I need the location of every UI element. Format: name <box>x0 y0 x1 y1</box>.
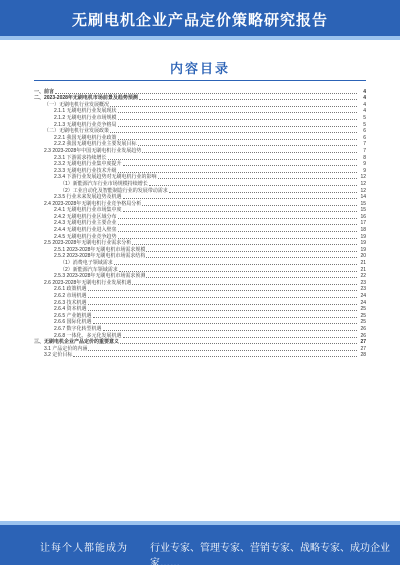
toc-leader-dots <box>93 323 357 324</box>
toc-entry[interactable] <box>34 101 366 108</box>
footer-tagline: 行业专家、管理专家、营销专家、战略专家、成功企业家…… <box>150 543 390 569</box>
toc-entry-label: 2.1.3 无刷电机行业竞争格局 <box>54 121 117 128</box>
toc-entry-label: 2.3.5 行业未来发展趋势及机遇 <box>54 194 122 201</box>
toc-leader-dots <box>146 277 357 278</box>
toc-entry[interactable] <box>34 88 366 95</box>
toc-leader-dots <box>108 159 357 160</box>
toc-entry-page: 9 <box>363 167 366 174</box>
toc-entry[interactable] <box>34 339 366 346</box>
toc-entry[interactable] <box>34 128 366 135</box>
toc-entry[interactable] <box>34 95 366 102</box>
toc-entry[interactable] <box>34 200 366 207</box>
toc-entry-label: 2.5.2 2023-2028年无刷电机市场需求结构 <box>54 253 146 260</box>
toc-leader-dots <box>110 106 357 107</box>
toc-leader-dots <box>139 99 357 100</box>
toc-entry[interactable] <box>34 253 366 260</box>
toc-leader-dots <box>73 356 357 357</box>
toc-divider <box>34 80 366 81</box>
toc-entry[interactable] <box>34 312 366 319</box>
toc-entry-label: （2）新能源汽车领域需求 <box>60 266 118 273</box>
toc-entry[interactable] <box>34 220 366 227</box>
toc-entry-page: 8 <box>363 154 366 161</box>
toc-entry-page: 12 <box>360 187 366 194</box>
toc-title: 内容目录 <box>169 61 230 76</box>
toc-entry-label: （二）无刷电机行业发展政策 <box>44 128 110 135</box>
toc-entry[interactable] <box>34 180 366 187</box>
footer-slogan: 让每个人都能成为 <box>40 543 128 554</box>
toc-leader-dots <box>88 350 357 351</box>
toc-entry-page: 12 <box>360 174 366 181</box>
report-title: 无刷电机企业产品定价策略研究报告 <box>71 12 328 29</box>
toc-leader-dots <box>146 251 357 252</box>
toc-leader-dots <box>118 126 357 127</box>
toc-entry-page: 4 <box>363 108 366 115</box>
toc-entry-label: 2.1.2 无刷电机行业市场规模 <box>54 114 117 121</box>
toc-entry-page: 18 <box>360 227 366 234</box>
toc-entry-label: 2.6.8 一体化、多元化发展机遇 <box>54 332 122 339</box>
toc-leader-dots <box>118 224 357 225</box>
toc-entry-page: 25 <box>360 312 366 319</box>
toc-leader-dots <box>123 198 357 199</box>
toc-entry-page: 6 <box>363 128 366 135</box>
toc-entry-page: 24 <box>360 299 366 306</box>
toc-leader-dots <box>55 93 357 94</box>
toc-entry-page: 4 <box>363 88 366 95</box>
toc-entry[interactable] <box>34 154 366 161</box>
toc-entry-label: 2.2.2 我国无刷电机行业主要发展目标 <box>54 141 137 148</box>
toc-entry[interactable] <box>34 194 366 201</box>
toc-entry-page: 25 <box>360 319 366 326</box>
toc-entry[interactable] <box>34 292 366 299</box>
toc-entry-label: 三、无刷电机企业产品定价的重要意义 <box>34 339 120 346</box>
toc-entry-label: （2）工业自动化及智能制造行业的发展带动需求 <box>60 187 168 194</box>
toc-entry-label: 一、前言 <box>34 88 55 95</box>
toc-entry-label: 2.4.5 无刷电机行业竞争趋势 <box>54 233 117 240</box>
toc-entry-label: 2.4.3 无刷电机行业主要企业 <box>54 220 117 227</box>
toc-leader-dots <box>142 152 357 153</box>
toc-entry[interactable] <box>34 141 366 148</box>
toc-entry[interactable] <box>34 306 366 313</box>
toc-entry-page: 19 <box>360 233 366 240</box>
toc-entry[interactable] <box>34 319 366 326</box>
toc-leader-dots <box>88 290 357 291</box>
toc-entry-label: （1）新能源汽车行业市场规模持续增长 <box>60 180 148 187</box>
toc-entry-label: 2.2.1 我国无刷电机行业政策 <box>54 134 117 141</box>
toc-entry-label: 2.3.2 无刷电机行业集中度提升 <box>54 161 122 168</box>
toc-entry[interactable] <box>34 279 366 286</box>
toc-entry[interactable] <box>34 286 366 293</box>
toc-entry[interactable] <box>34 121 366 128</box>
toc-leader-dots <box>138 145 357 146</box>
toc-entry-page: 15 <box>360 207 366 214</box>
toc-leader-dots <box>169 192 357 193</box>
toc-leader-dots <box>118 112 357 113</box>
header-stripe <box>0 36 400 40</box>
toc-entry[interactable] <box>34 273 366 280</box>
toc-entry-page: 23 <box>360 286 366 293</box>
toc-leader-dots <box>118 139 357 140</box>
toc-entry-page: 20 <box>360 253 366 260</box>
toc-entry-label: 2.3 2023-2028年中国无刷电机行业发展趋势 <box>44 147 142 154</box>
toc-entry[interactable] <box>34 108 366 115</box>
toc-leader-dots <box>142 205 357 206</box>
toc-entry-label: （1）消费电子领域需求 <box>60 260 113 267</box>
toc-entry-label: 2.1.1 无刷电机行业发展现状 <box>54 108 117 115</box>
toc-entry[interactable] <box>34 266 366 273</box>
report-footer <box>0 525 400 569</box>
toc-entry-label: 2.3.4 下游行业发展趋势对无刷电机行业的影响 <box>54 174 157 181</box>
toc-entry-page: 7 <box>363 141 366 148</box>
toc-leader-dots <box>158 178 357 179</box>
toc-entry[interactable] <box>34 345 366 352</box>
toc-entry[interactable] <box>34 147 366 154</box>
toc-entry-page: 26 <box>360 332 366 339</box>
toc-entry[interactable] <box>34 167 366 174</box>
toc-entry-page: 5 <box>363 121 366 128</box>
toc-entry-page: 22 <box>360 273 366 280</box>
table-of-contents <box>34 88 366 358</box>
toc-entry-page: 28 <box>360 352 366 359</box>
toc-entry[interactable] <box>34 187 366 194</box>
toc-entry[interactable] <box>34 226 366 233</box>
toc-entry-page: 15 <box>360 200 366 207</box>
toc-entry-label: 2.4 2023-2028年无刷电机行业竞争格局分析 <box>44 200 142 207</box>
toc-leader-dots <box>88 297 357 298</box>
toc-leader-dots <box>132 284 357 285</box>
toc-entry-page: 19 <box>360 240 366 247</box>
toc-entry-page: 4 <box>363 101 366 108</box>
toc-entry-page: 19 <box>360 246 366 253</box>
toc-entry[interactable] <box>34 246 366 253</box>
toc-entry-label: 2.6.1 政策机遇 <box>54 286 87 293</box>
toc-entry-page: 26 <box>360 325 366 332</box>
toc-entry-label: 2.5 2023-2028年无刷电机行业需求分析 <box>44 240 132 247</box>
toc-leader-dots <box>146 257 357 258</box>
toc-entry-label: 2.6.5 产业链机遇 <box>54 312 92 319</box>
toc-entry-page: 9 <box>363 161 366 168</box>
toc-entry-label: 2.6 2023-2028年无刷电机行业发展机遇 <box>44 279 132 286</box>
toc-entry[interactable] <box>34 259 366 266</box>
toc-entry-page: 27 <box>360 339 366 346</box>
toc-leader-dots <box>88 310 357 311</box>
toc-entry[interactable] <box>34 213 366 220</box>
toc-leader-dots <box>103 330 357 331</box>
toc-leader-dots <box>123 337 357 338</box>
toc-entry[interactable] <box>34 134 366 141</box>
toc-entry-page: 21 <box>360 266 366 273</box>
toc-entry-label: （一）无刷电机行业发展概况 <box>44 101 110 108</box>
toc-entry-page: 23 <box>360 279 366 286</box>
toc-entry-page: 12 <box>360 180 366 187</box>
toc-entry-page: 16 <box>360 213 366 220</box>
toc-leader-dots <box>118 231 357 232</box>
toc-entry[interactable] <box>34 114 366 121</box>
toc-entry-label: 2.6.7 数字化转型机遇 <box>54 325 102 332</box>
toc-entry-label: 2.6.2 市场机遇 <box>54 293 87 299</box>
toc-entry-label: 2.4.1 无刷电机行业市场集中度 <box>54 207 122 214</box>
toc-entry[interactable] <box>34 233 366 240</box>
toc-entry-label: 2.6.6 国际化机遇 <box>54 319 92 326</box>
toc-entry[interactable] <box>34 174 366 181</box>
toc-entry[interactable] <box>34 207 366 214</box>
toc-leader-dots <box>149 185 357 186</box>
toc-entry-page: 25 <box>360 306 366 313</box>
toc-leader-dots <box>132 244 357 245</box>
toc-entry-label: 2.6.4 资本机遇 <box>54 306 87 313</box>
toc-entry[interactable] <box>34 161 366 168</box>
toc-entry[interactable] <box>34 325 366 332</box>
toc-leader-dots <box>114 264 357 265</box>
toc-leader-dots <box>118 119 357 120</box>
toc-entry[interactable] <box>34 352 366 359</box>
toc-entry-page: 14 <box>360 194 366 201</box>
toc-entry-page: 5 <box>363 114 366 121</box>
toc-entry-page: 27 <box>360 345 366 352</box>
toc-leader-dots <box>123 211 357 212</box>
report-header <box>0 0 400 36</box>
toc-entry-label: 2.6.3 技术机遇 <box>54 299 87 306</box>
toc-entry-page: 24 <box>360 293 366 299</box>
toc-leader-dots <box>118 172 357 173</box>
toc-leader-dots <box>119 271 357 272</box>
toc-leader-dots <box>118 238 357 239</box>
toc-leader-dots <box>120 343 357 344</box>
toc-leader-dots <box>93 317 357 318</box>
toc-entry-label: 2.5.1 2023-2028年无刷电机市场需求规模 <box>54 246 146 253</box>
toc-leader-dots <box>123 165 357 166</box>
toc-entry-label: 2.4.2 无刷电机行业区域分布 <box>54 213 117 220</box>
toc-entry-page: 6 <box>363 134 366 141</box>
toc-entry-label: 3.2 定价目标 <box>44 352 73 359</box>
toc-leader-dots <box>110 132 357 133</box>
toc-entry-label: 3.1 产品定价的内涵 <box>44 345 88 352</box>
toc-entry[interactable] <box>34 332 366 339</box>
toc-entry-page: 7 <box>363 147 366 154</box>
toc-entry[interactable] <box>34 299 366 306</box>
toc-entry-label: 二、2023-2028年无刷电机市场前景及趋势预测 <box>34 95 138 102</box>
toc-entry-label: 2.4.4 无刷电机行业进入壁垒 <box>54 227 117 234</box>
toc-entry-page: 21 <box>360 260 366 267</box>
toc-leader-dots <box>118 218 357 219</box>
toc-entry-label: 2.5.3 2023-2028年无刷电机市场需求预测 <box>54 273 146 280</box>
toc-entry-label: 2.3.3 无刷电机行业技术升级 <box>54 167 117 174</box>
toc-entry-page: 4 <box>363 95 366 102</box>
toc-entry-page: 17 <box>360 220 366 227</box>
toc-entry[interactable] <box>34 240 366 247</box>
toc-entry-label: 2.3.1 下游需求持续增长 <box>54 154 107 161</box>
toc-leader-dots <box>88 304 357 305</box>
